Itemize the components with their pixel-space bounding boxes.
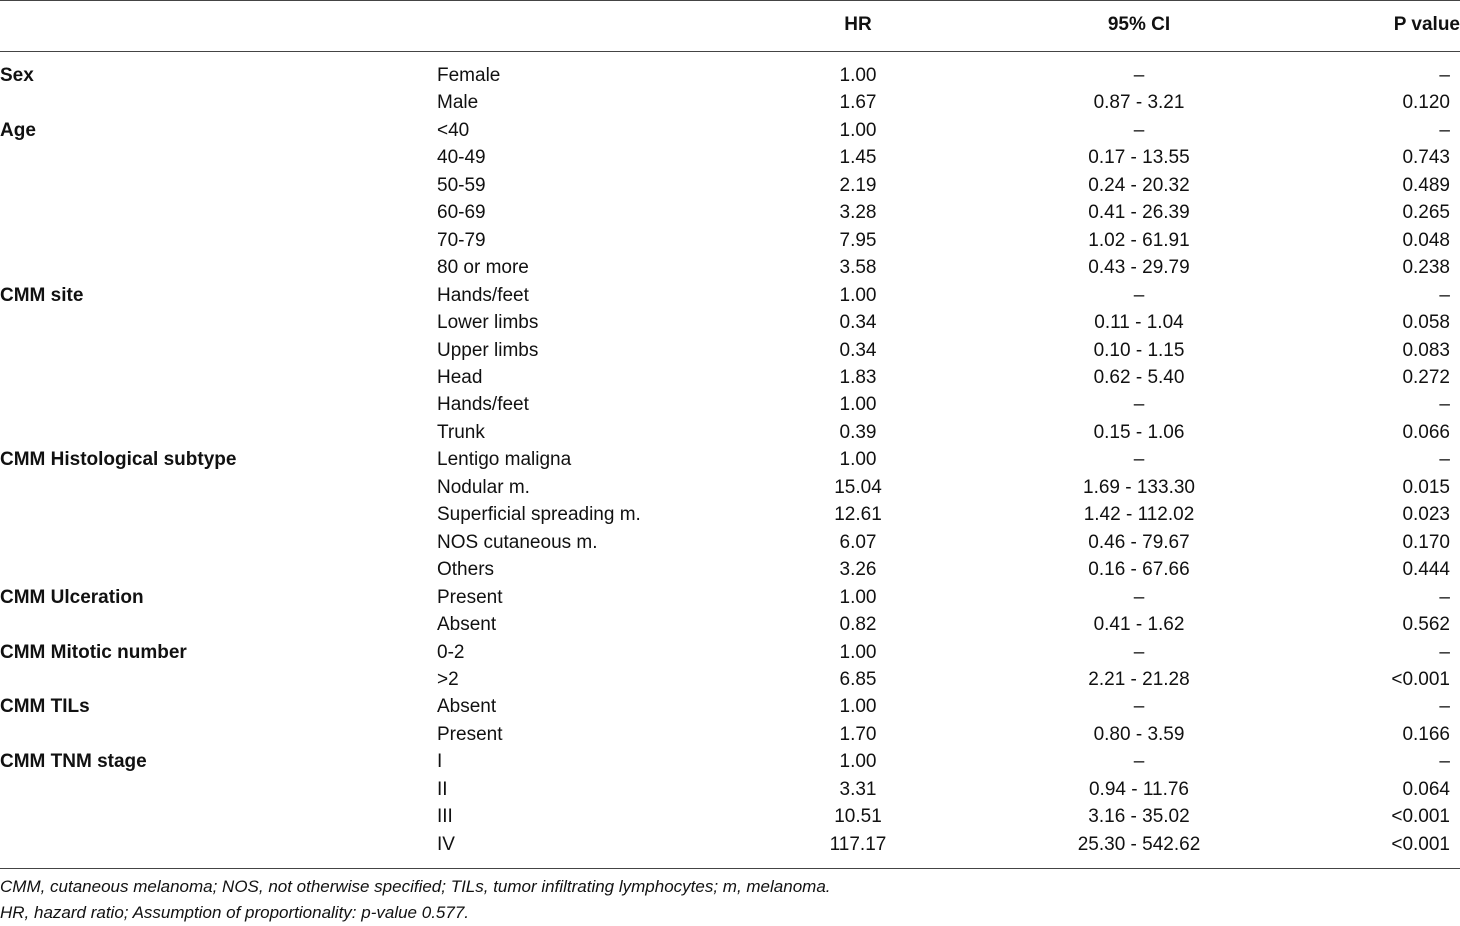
row-hr-value: 6.07: [839, 531, 877, 553]
row-group-label: [0, 721, 437, 748]
row-p-value: 0.064: [1402, 778, 1450, 800]
table-row: [0, 776, 1460, 803]
table-row: [0, 748, 1460, 775]
row-group-label: [0, 89, 437, 116]
row-group-label: [0, 611, 437, 638]
row-hr-value: 1.00: [839, 696, 877, 718]
table-row: [0, 282, 1460, 309]
row-group-label: [0, 391, 437, 418]
row-group-label: CMM Mitotic number: [0, 641, 187, 663]
row-ci-value: 1.02 - 61.91: [1088, 229, 1190, 251]
row-group-label: CMM TNM stage: [0, 751, 147, 773]
row-p-value: –: [1439, 119, 1450, 141]
row-ci-value: 0.15 - 1.06: [1093, 421, 1185, 443]
row-ci-value: 0.46 - 79.67: [1088, 531, 1190, 553]
row-ci-value: 25.30 - 542.62: [1077, 833, 1201, 855]
row-level-label: Absent: [437, 696, 497, 718]
row-level-label: Head: [437, 366, 483, 388]
row-hr-value: 3.31: [839, 778, 877, 800]
row-level-label: 0-2: [437, 641, 465, 663]
row-level-label: Male: [437, 92, 479, 114]
table-row: [0, 693, 1460, 720]
row-level-label: 50-59: [437, 174, 486, 196]
table-row: [0, 117, 1460, 144]
row-hr-value: 1.45: [839, 147, 877, 169]
row-level-label: Lower limbs: [437, 312, 539, 334]
row-p-value: –: [1439, 586, 1450, 608]
row-p-value: 0.170: [1402, 531, 1450, 553]
row-group-label: CMM Histological subtype: [0, 449, 237, 471]
row-group-label: [0, 474, 437, 501]
row-hr-value: 1.67: [839, 92, 877, 114]
row-ci-value: 2.21 - 21.28: [1088, 668, 1190, 690]
table-row: [0, 227, 1460, 254]
row-hr-value: 0.82: [839, 614, 877, 636]
row-p-value: –: [1439, 65, 1450, 86]
row-ci-value: 1.69 - 133.30: [1083, 476, 1195, 498]
row-hr-value: 117.17: [829, 833, 887, 855]
row-p-value: 0.058: [1402, 312, 1450, 334]
header-p-value: P value: [1393, 14, 1460, 35]
table-row: [0, 474, 1460, 501]
header-ci: 95% CI: [1107, 14, 1171, 35]
row-hr-value: 0.34: [839, 339, 877, 361]
table-row: [0, 144, 1460, 171]
row-level-label: Upper limbs: [437, 339, 539, 361]
row-level-label: Absent: [437, 614, 497, 636]
row-level-label: Present: [437, 723, 503, 745]
row-group-label: [0, 831, 437, 858]
row-hr-value: 3.28: [839, 202, 877, 224]
row-ci-value: –: [1133, 641, 1145, 663]
row-p-value: <0.001: [1391, 806, 1450, 828]
row-p-value: 0.066: [1402, 421, 1450, 443]
table-row: [0, 584, 1460, 611]
row-hr-value: 1.00: [839, 751, 877, 773]
row-level-label: Hands/feet: [437, 284, 529, 306]
row-ci-value: 0.41 - 1.62: [1093, 614, 1185, 636]
row-hr-value: 1.00: [839, 119, 877, 141]
row-p-value: 0.238: [1402, 257, 1450, 279]
row-level-label: Present: [437, 586, 503, 608]
row-group-label: [0, 556, 437, 583]
table-row: [0, 391, 1460, 418]
row-ci-value: 1.42 - 112.02: [1083, 504, 1195, 526]
row-group-label: [0, 254, 437, 281]
row-ci-value: –: [1133, 119, 1145, 141]
row-p-value: 0.023: [1402, 504, 1450, 526]
row-p-value: 0.120: [1402, 92, 1450, 114]
row-hr-value: 1.00: [839, 641, 877, 663]
row-ci-value: 0.94 - 11.76: [1088, 778, 1189, 800]
table-row: [0, 803, 1460, 830]
row-hr-value: 7.95: [839, 229, 877, 251]
row-ci-value: 0.41 - 26.39: [1088, 202, 1190, 224]
row-p-value: –: [1439, 394, 1450, 416]
row-p-value: –: [1439, 641, 1450, 663]
row-ci-value: –: [1133, 586, 1145, 608]
header-rule: [0, 51, 1460, 52]
table-row: [0, 364, 1460, 391]
table-row: [0, 446, 1460, 473]
row-hr-value: 1.70: [839, 723, 877, 745]
row-group-label: [0, 144, 437, 171]
row-group-label: [0, 364, 437, 391]
row-ci-value: 0.11 - 1.04: [1094, 312, 1184, 334]
row-p-value: <0.001: [1391, 668, 1450, 690]
row-group-label: CMM Ulceration: [0, 586, 144, 608]
row-ci-value: –: [1133, 65, 1145, 86]
table-row: [0, 199, 1460, 226]
row-ci-value: –: [1133, 751, 1145, 773]
table-row: [0, 721, 1460, 748]
row-ci-value: 3.16 - 35.02: [1088, 806, 1190, 828]
table-row: [0, 501, 1460, 528]
row-ci-value: 0.24 - 20.32: [1088, 174, 1190, 196]
row-hr-value: 2.19: [839, 174, 877, 196]
row-p-value: 0.015: [1402, 476, 1450, 498]
row-group-label: [0, 172, 437, 199]
row-p-value: 0.562: [1402, 614, 1450, 636]
row-hr-value: 0.39: [839, 421, 877, 443]
row-ci-value: 0.10 - 1.15: [1093, 339, 1185, 361]
row-group-label: Age: [0, 119, 36, 141]
row-level-label: III: [437, 806, 453, 828]
footnote-hazard-ratio: HR, hazard ratio; Assumption of proportionality: p-value 0.577.: [0, 903, 470, 922]
table-row: [0, 611, 1460, 638]
row-level-label: 60-69: [437, 202, 486, 224]
row-group-label: [0, 199, 437, 226]
row-group-label: [0, 501, 437, 528]
row-level-label: 70-79: [437, 229, 486, 251]
row-level-label: NOS cutaneous m.: [437, 531, 598, 553]
row-level-label: II: [437, 778, 448, 800]
row-group-label: [0, 666, 437, 693]
header-hr: HR: [844, 14, 872, 35]
bottom-rule: [0, 868, 1460, 869]
row-p-value: 0.265: [1402, 202, 1450, 224]
row-hr-value: 6.85: [839, 668, 877, 690]
row-ci-value: 0.62 - 5.40: [1093, 366, 1185, 388]
row-hr-value: 3.58: [839, 257, 877, 279]
row-hr-value: 1.00: [839, 65, 877, 86]
row-level-label: Others: [437, 559, 495, 581]
table-row: [0, 639, 1460, 666]
row-hr-value: 1.00: [839, 284, 877, 306]
row-hr-value: 10.51: [834, 806, 882, 828]
row-p-value: 0.166: [1402, 723, 1450, 745]
table-row: [0, 529, 1460, 556]
row-hr-value: 1.00: [839, 586, 877, 608]
footnote-abbreviations: CMM, cutaneous melanoma; NOS, not otherwise specified; TILs, tumor infiltrating lymphocytes; m, melanoma.: [0, 877, 831, 896]
row-level-label: Superficial spreading m.: [437, 504, 641, 526]
row-level-label: 80 or more: [437, 257, 529, 279]
table-body: [0, 62, 1460, 858]
row-p-value: 0.489: [1402, 174, 1450, 196]
row-level-label: >2: [437, 668, 459, 690]
table-row: [0, 89, 1460, 116]
row-p-value: 0.444: [1402, 559, 1450, 581]
row-ci-value: –: [1133, 449, 1145, 471]
row-p-value: –: [1439, 751, 1450, 773]
hazard-ratio-table: [0, 62, 1460, 858]
row-level-label: 40-49: [437, 147, 486, 169]
row-group-label: [0, 803, 437, 830]
table-row: [0, 831, 1460, 858]
row-p-value: 0.743: [1402, 147, 1450, 169]
row-p-value: <0.001: [1391, 833, 1450, 855]
row-ci-value: –: [1133, 394, 1145, 416]
row-p-value: 0.083: [1402, 339, 1450, 361]
table-row: [0, 62, 1460, 89]
table-row: [0, 254, 1460, 281]
table-row: [0, 337, 1460, 364]
row-p-value: –: [1439, 284, 1450, 306]
row-ci-value: –: [1133, 284, 1145, 306]
row-level-label: <40: [437, 119, 470, 141]
table-row: [0, 419, 1460, 446]
row-p-value: –: [1439, 449, 1450, 471]
table-row: [0, 309, 1460, 336]
row-hr-value: 15.04: [834, 476, 882, 498]
row-group-label: [0, 337, 437, 364]
row-ci-value: 0.17 - 13.55: [1088, 147, 1190, 169]
row-ci-value: 0.43 - 29.79: [1088, 257, 1190, 279]
row-hr-value: 1.00: [839, 394, 877, 416]
row-level-label: Trunk: [437, 421, 485, 443]
row-group-label: CMM TILs: [0, 696, 90, 718]
row-group-label: CMM site: [0, 284, 84, 306]
row-hr-value: 3.26: [839, 559, 877, 581]
row-level-label: IV: [437, 833, 455, 855]
row-p-value: 0.048: [1402, 229, 1450, 251]
row-ci-value: –: [1133, 696, 1145, 718]
row-group-label: [0, 419, 437, 446]
row-p-value: 0.272: [1402, 366, 1450, 388]
row-group-label: Sex: [0, 65, 34, 86]
row-level-label: Nodular m.: [437, 476, 530, 498]
table-row: [0, 172, 1460, 199]
row-hr-value: 0.34: [839, 312, 877, 334]
row-group-label: [0, 529, 437, 556]
row-ci-value: 0.80 - 3.59: [1093, 723, 1185, 745]
row-ci-value: 0.16 - 67.66: [1088, 559, 1190, 581]
row-group-label: [0, 227, 437, 254]
row-ci-value: 0.87 - 3.21: [1093, 92, 1185, 114]
row-hr-value: 1.00: [839, 449, 877, 471]
row-hr-value: 12.61: [834, 504, 882, 526]
row-level-label: Lentigo maligna: [437, 449, 572, 471]
row-hr-value: 1.83: [839, 366, 877, 388]
table-row: [0, 666, 1460, 693]
row-p-value: –: [1439, 696, 1450, 718]
row-group-label: [0, 309, 437, 336]
table-row: [0, 556, 1460, 583]
row-level-label: I: [437, 751, 443, 773]
row-level-label: Hands/feet: [437, 394, 529, 416]
row-group-label: [0, 776, 437, 803]
row-level-label: Female: [437, 65, 501, 86]
